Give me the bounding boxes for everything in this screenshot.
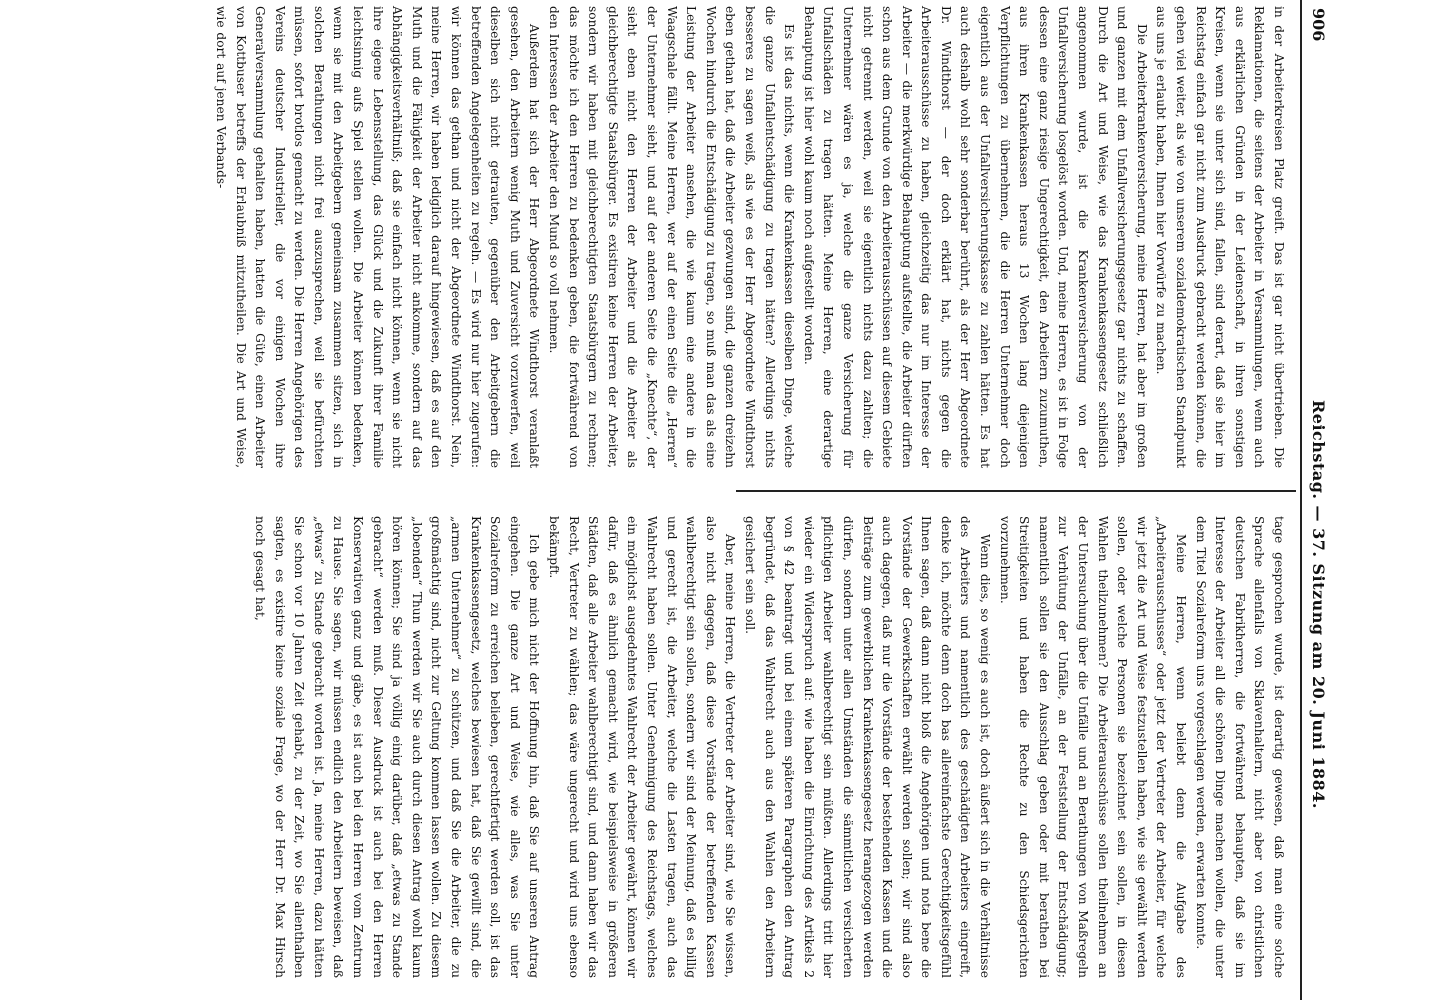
left-paragraph-1: in der Arbeiterkreisen Platz greift. Das ist gar nicht übertrieben. Die Reklamationen, die seitens der Arbeiter in Versammlungen, wenn auch aus erklärlichen Gründen in der Leidenschaft, in ihren sonstigen Kreisen, wenn sie unter sich sind, fallen, sind derart, daß sie hier im Reichstag einfach gar nicht zum Ausdruck gebracht werden können, die gehen viel weiter, als wie von unserem sozialdemokratischen Standpunkt aus uns je erlaubt haben, Ihnen hier Vorwürfe zu machen. bbox=[1154, 6, 1286, 468]
page-number: 906 bbox=[1309, 8, 1328, 42]
right-paragraph-4: Aber, meine Herren, die Vertreter der Arbeiter sind, wie Sie wissen, also nicht dagegen, daß diese Vorstände der betreffenden Kassen wahlberechtigt sein sollen, sondern wir sind der Meinung, daß es billig und gerecht ist, die Arbeiter, welche die Lasten tragen, auch das Wahlrecht haben sollen. Unter Genehmigung des Reichstags, welches ein möglichst ausgedehntes Wahlrecht der Arbeiter gewährt, können wir dafür, daß es ähnlich gemacht wird, wie beispielsweise in größeren Städten, daß alle Arbeiter wahlberechtigt sind, und dann haben wir das Recht, Vertreter zu wählen; das wäre ungerecht und wird uns ebenso bekämpft. bbox=[547, 516, 738, 978]
right-paragraph-5: Ich gebe mich nicht der Hoffnung hin, daß Sie auf unseren Antrag eingehen. Die ganze Art und Weise, wie alles, was Sie unter Sozialreform zu erreichen belieben, gerechtfertigt werden soll, ist das Krankenkassengesetz, welches bewiesen hat, daß Sie gewillt sind, die „armen Unternehmer“ zu schützen, und daß Sie die Arbeiter, die zu großmächtig sind, nicht zur Geltung kommen lassen wollen. Zu diesem „lobenden“ Thun werden wir Sie auch durch diesen Antrag wohl kaum hören können; Sie sind ja völlig einig darüber, daß „etwas zu Stande gebracht“ werden muß. Dieser Ausdruck ist auch bei den Herren Konservativen ganz und gäbe, es ist auch bei den Herren vom Zentrum zu Hause. Sie sagen, wir müssen endlich den Arbeitern beweisen, daß „etwas“ zu Stande gebracht worden ist. Ja, meine Herren, dazu hätten Sie schon vor 10 Jahren Zeit gehabt, zu der Zeit, wo Sie allenthalben sagten, es existire keine soziale Frage, wo der Herr Dr. Max Hirsch noch gesagt hat, bbox=[253, 516, 542, 978]
left-column bbox=[213, 6, 1288, 468]
column-divider bbox=[736, 490, 1296, 492]
left-paragraph-3: Es ist das nichts, wenn die Krankenkassen dieselben Dinge, welche die ganze Unfallentschädigung zu tragen hätten? Allerdings nichts besseres zu sagen weiß, als wie es der Herr Abgeordnete Windthorst eben gethan hat, daß die Arbeiter gezwungen sind, die ganzen dreizehn Wochen hindurch die Entschädigung zu tragen, so muß man das als eine Leistung der Arbeiter ansehen, die wie kaum eine andere in die Waagschale fällt. Meine Herren, wer auf der einen Seite die „Herren“ der Unternehmer sieht, und auf der anderen Seite die „Knechte“, der sieht eben nicht den Herren der Arbeiter und die Arbeiter als gleichberechtigte Staatsbürger. Es existiren keine Herren der Arbeiter, sondern wir haben mit gleichberechtigten Staatsbürgern zu rechnen; das möchte ich den Herren zu bedenken geben, die fortwährend von den Interessen der Arbeiter den Mund so voll nehmen. bbox=[547, 6, 797, 468]
right-paragraph-3: Wenn dies, so wenig es auch ist, doch äußert sich in die Verhältnisse des Arbeiters und namentlich des geschädigten Arbeiters eingreift, denke ich, möchte denn doch bas allereinfachste Gerechtigkeitsgefühl Ihnen sagen, daß dann nicht bloß die Angehörigen und nota bene die Vorstände der Gewerkschaften erwählt werden sollen; wir sind also auch dagegen, daß nur die Vorstände der bestehenden Kassen und die Beiträge zum gewerblichen Krankenkassengesetz herangezogen werden dürfen, sondern unter allen Umständen die sämmtlichen versicherten pflichtigen Arbeiter wahlberechtigt sein müßten. Allerdings tritt hier wieder ein Widerspruch auf: wie haben die Einrichtung des Artikels 2 von § 42 beantragt und bei einem späteren Paragraphen den Antrag begründet, daß das Wahlrecht auch aus den Wahlen den Arbeitern gesichert sein soll. bbox=[742, 516, 993, 978]
right-paragraph-2: Meine Herren, wenn beliebt denn die Aufgabe des „Arbeiterausschusses“ oder jetzt der Vertreter der Arbeiter, für welche wir jetzt die Art und Weise festzustellen haben, wie sie gewählt werden sollen, oder welche Personen sie bezeichnet sein sollen, in diesen Wahlen theilzunehmen? Die Arbeiterausschüsse sollen theilnehmen an der Untersuchung über die Unfälle und an Berathungen von Maßregeln zur Verhütung der Unfälle, an der Feststellung der Entschädigung; namentlich sollen sie den Ausschlag geben oder mit berathen bei Streitigkeiten und haben die Rechte zu den Schiedsgerichten vorzunehmen. bbox=[997, 516, 1189, 978]
left-paragraph-2: Die Arbeiterkrankenversicherung, meine Herren, hat aber im großen und ganzen mit dem Unfallversicherungsgesetz gar nichts zu schaffen. Durch die Art und Weise, wie das Krankenkassengesetz schließlich angenommen wurde, ist die Krankenversicherung von der Unfallversicherung losgelöst worden. Und, meine Herren, es ist in Folge dessen eine ganz riesige Ungerechtigkeit, den Arbeitern zuzumuthen, aus ihren Krankenkassen heraus 13 Wochen lang diejenigen Verpflichtungen zu übernehmen, die die Herren Unternehmer doch eigentlich aus der Unfallversicherungskasse zu zahlen hätten. Es hat auch deshalb wohl sehr sonderbar berührt, als der Herr Abgeordnete Dr. Windthorst — der doch erklärt hat, nichts gegen die Arbeiterausschüsse zu haben, gleichzeitig das nur im Interesse der Arbeiter — die merkwürdige Behauptung aufstellte, die Arbeiter dürften schon aus dem Grunde von den Arbeiterausschüssen auf diesem Gebiete nicht getrennt werden, weil sie eigentlich nichts dazu zahlten; die Unternehmer wären es ja, welche die ganze Versicherung für Unfallschäden zu tragen hätten. Meine Herren, eine derartige Behauptung ist hier wohl kaum noch aufgestellt worden. bbox=[801, 6, 1149, 468]
right-paragraph-1: tage gesprochen wurde, ist derartig gewesen, daß man eine solche Sprache allenfalls von Sklavenhaltern, nicht aber von christlichen deutschen Fabrikherren, die fortwährend behaupten, daß sie im Interesse der Arbeiter all die schönen Dinge machen wollen, die unter dem Titel Sozialreform uns vorgeschlagen werden, erwarten konnte. bbox=[1193, 516, 1286, 978]
running-head: Reichstag. — 37. Sitzung am 20. Juni 1884. bbox=[1309, 400, 1328, 809]
right-column bbox=[253, 516, 1288, 978]
header-rule bbox=[1300, 0, 1302, 1000]
left-paragraph-4: Außerdem hat sich der Herr Abgeordnete Windthorst veranlaßt gesehen, den Arbeitern wenig Muth und Zuversicht vorzuwerfen, weil dieselben sich nicht getrauten, gegenüber den Arbeitgebern die betreffenden Angelegenheiten zu regeln. — Es wird nur hier zugerufen: wir können das gethan und nicht der Abgeordnete Windthorst. Nein, meine Herren, wir haben lediglich darauf hingewiesen, daß es auf den Muth und die Fähigkeit der Arbeiter nicht ankomme, sondern auf das Abhängigkeitsverhältniß; daß sie einfach nicht können, wenn sie nicht ihre eigene Lebensstellung, das Glück und die Zukunft ihrer Familie leichtsinnig aufs Spiel stellen wollen. Die Arbeiter können bedenken, wenn sie mit den Arbeitgebern gemeinsam zusammen sitzen, sich in solchen Berathungen nicht frei auszusprechen, weil sie befürchten müssen, sofort brotlos gemacht zu werden. Die Herren Angehörigen des Vereins deutscher Industrieller, die vor einigen Wochen ihre Generalversammlung gehalten haben, hatten die Güte, einen Arbeiter von Kottbuser betreffs der Erlaubniß mitzutheilen. Die Art und Weise, wie dort auf jenen Verbands- bbox=[213, 6, 542, 468]
